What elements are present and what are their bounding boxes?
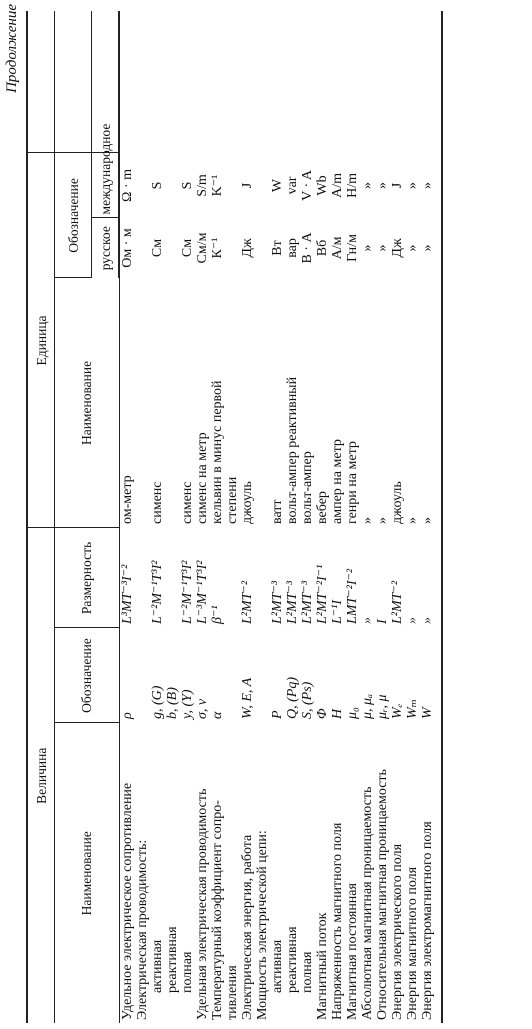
cell-dimension: »: [360, 617, 375, 624]
cell-dimension: β⁻¹: [210, 605, 225, 624]
cell-international: J: [390, 182, 405, 189]
cell-pad: [300, 11, 315, 153]
header-unit: Единица: [27, 153, 55, 528]
cell-symbol: g, (G): [150, 685, 165, 719]
rule-cell: [435, 528, 442, 628]
cell-dimension: L²MT⁻³: [285, 580, 300, 624]
cell-unit-name: степени: [225, 476, 240, 524]
cell-symbol: b, (B): [165, 687, 180, 719]
cell-name: Абсолютная магнитная проницаемость: [360, 786, 375, 1020]
cell-symbol: μᵣ, μ: [375, 694, 390, 719]
table-row: [225, 11, 240, 1023]
cell-symbol: σ, ν: [195, 698, 210, 719]
cell-russian: »: [405, 244, 420, 252]
cell-name: Энергия магнитного поля: [405, 866, 420, 1020]
cell-russian: [225, 218, 240, 278]
cell-dimension: L³MT⁻³I⁻²: [119, 564, 135, 624]
table-row: [375, 11, 390, 1023]
cell-dimension: L⁻²M⁻¹T³I²: [180, 560, 195, 624]
table-row: [255, 11, 270, 1023]
cell-dimension: [135, 528, 150, 628]
header-blank: [55, 11, 92, 153]
cell-pad: [119, 11, 135, 153]
cell-symbol: W: [420, 707, 435, 719]
cell-unit-name: вольт-ампер реактивный: [285, 376, 300, 524]
cell-international: J: [240, 182, 255, 189]
cell-name: Энергия электрического поля: [390, 843, 405, 1020]
cell-russian: [255, 218, 270, 278]
table-row: [405, 11, 420, 1023]
cell-symbol: P: [270, 710, 285, 719]
cell-name: Мощность электрической цепи:: [255, 830, 270, 1020]
cell-pad: [180, 11, 195, 153]
header-quantity: Величина: [27, 528, 55, 1023]
rule-cell: [435, 278, 442, 528]
cell-name: Температурный коэффициент сопро-: [210, 800, 225, 1020]
header-empty: [27, 11, 55, 153]
cell-name: Удельное электрическое сопротивление: [119, 782, 135, 1020]
cell-symbol: Wₑ: [390, 703, 405, 719]
cell-pad: [150, 11, 165, 153]
cell-international: »: [420, 181, 435, 189]
header-russian: русское: [92, 218, 120, 278]
cell-dimension: L²MT⁻²: [390, 580, 405, 624]
table-row: [135, 11, 150, 1023]
cell-international: [135, 153, 150, 218]
cell-russian: [165, 218, 180, 278]
cell-pad: [315, 11, 330, 153]
cell-russian: А/м: [330, 236, 345, 260]
cell-russian: »: [375, 244, 390, 252]
cell-unit-name: сименс: [180, 481, 195, 524]
cell-international: H/m: [345, 173, 360, 198]
cell-dimension: [225, 528, 240, 628]
cell-symbol: y, (Y): [180, 689, 195, 719]
cell-symbol: α: [210, 711, 225, 719]
cell-international: var: [285, 176, 300, 195]
cell-pad: [345, 11, 360, 153]
cell-symbol: [255, 628, 270, 723]
cell-pad: [135, 11, 150, 153]
cell-pad: [255, 11, 270, 153]
cell-russian: Вб: [315, 239, 330, 257]
cell-pad: [285, 11, 300, 153]
cell-unit-name: джоуль: [390, 481, 405, 524]
cell-international: [165, 153, 180, 218]
bottom-rule: [435, 11, 442, 1023]
cell-dimension: L²MT⁻³: [270, 580, 285, 624]
cell-pad: [195, 11, 210, 153]
table-row: [150, 11, 165, 1023]
cell-symbol: Φ: [315, 708, 330, 719]
table-row: [285, 11, 300, 1023]
table-row: [390, 11, 405, 1023]
cell-russian: вар: [285, 238, 300, 258]
cell-international: »: [375, 181, 390, 189]
rule-cell: [435, 218, 442, 278]
cell-international: »: [360, 181, 375, 189]
units-table: [26, 11, 443, 1023]
table-row: [240, 11, 255, 1023]
cell-name: полная: [300, 951, 315, 993]
cell-dimension: L⁻³M⁻¹T³I²: [195, 560, 210, 624]
cell-symbol: S, (Ps): [300, 681, 315, 719]
table-row: [300, 11, 315, 1023]
cell-international: S: [150, 181, 165, 190]
header-name: Наименование: [55, 723, 120, 1023]
cell-dimension: »: [420, 617, 435, 624]
cell-international: [255, 153, 270, 218]
cell-russian: Дж: [390, 238, 405, 258]
cell-russian: В · А: [300, 232, 315, 264]
cell-pad: [405, 11, 420, 153]
cell-symbol: μ, μₐ: [360, 693, 375, 719]
cell-pad: [390, 11, 405, 153]
cell-international: W: [270, 178, 285, 193]
cell-dimension: L⁻¹I: [330, 599, 345, 624]
cell-pad: [240, 11, 255, 153]
cell-russian: К⁻¹: [210, 237, 225, 259]
table-row: [315, 11, 330, 1023]
cell-name: Напряженность магнитного поля: [330, 822, 345, 1020]
cell-unit-name: [165, 278, 180, 528]
cell-symbol: ρ: [119, 712, 135, 719]
cell-symbol: [135, 628, 150, 723]
cell-unit-name: кельвин в минус первой: [210, 380, 225, 524]
cell-name: тивления: [225, 965, 240, 1020]
table-row: [165, 11, 180, 1023]
header-symbol: Обозначение: [55, 628, 120, 723]
cell-russian: Гн/м: [345, 234, 360, 262]
cell-dimension: L²MT⁻²I⁻¹: [315, 564, 330, 624]
cell-international: K⁻¹: [210, 174, 225, 197]
cell-international: A/m: [330, 173, 345, 198]
cell-pad: [210, 11, 225, 153]
table-row: [195, 11, 210, 1023]
table-row: [345, 11, 360, 1023]
continuation-label: Продолжение: [4, 4, 20, 93]
cell-russian: [135, 218, 150, 278]
cell-unit-name: ампер на метр: [330, 439, 345, 524]
cell-dimension: [255, 528, 270, 628]
header-dimension: Размерность: [55, 528, 120, 628]
cell-name: Энергия электромагнитного поля: [420, 821, 435, 1020]
cell-symbol: Q, (Pq): [285, 677, 300, 719]
cell-name: Относительная магнитная проницаемость: [375, 769, 390, 1020]
cell-unit-name: [255, 278, 270, 528]
cell-russian: См/м: [195, 232, 210, 264]
cell-international: [225, 153, 240, 218]
table-row: [420, 11, 435, 1023]
cell-international: S: [180, 181, 195, 190]
rule-cell: [435, 723, 442, 1023]
cell-unit-name: »: [420, 516, 435, 524]
cell-name: реактивная: [165, 926, 180, 993]
cell-name: Электрическая энергия, работа: [240, 834, 255, 1020]
table-row: [270, 11, 285, 1023]
cell-unit-name: сименс: [150, 481, 165, 524]
cell-dimension: L⁻²M⁻¹T³I²: [150, 560, 165, 624]
cell-unit-name: вебер: [315, 491, 330, 524]
cell-international: V · A: [300, 170, 315, 201]
cell-dimension: L²MT⁻²: [240, 580, 255, 624]
cell-russian: Дж: [240, 238, 255, 258]
cell-dimension: LMT⁻²I⁻²: [345, 568, 360, 624]
cell-dimension: »: [405, 617, 420, 624]
cell-name: Удельная электрическая проводимость: [195, 788, 210, 1020]
cell-dimension: [165, 528, 180, 628]
cell-russian: »: [360, 244, 375, 252]
cell-pad: [270, 11, 285, 153]
cell-international: »: [405, 181, 420, 189]
cell-pad: [375, 11, 390, 153]
table-row: [210, 11, 225, 1023]
header-unit-name: Наименование: [55, 278, 120, 528]
cell-russian: См: [180, 238, 195, 258]
cell-unit-name: генри на метр: [345, 441, 360, 524]
header-designation: Обозначение: [55, 153, 92, 278]
cell-pad: [420, 11, 435, 153]
table-row: [330, 11, 345, 1023]
cell-russian: См: [150, 238, 165, 258]
rule-cell: [435, 153, 442, 218]
cell-name: полная: [180, 951, 195, 993]
cell-pad: [360, 11, 375, 153]
cell-symbol: W, E, A: [240, 677, 255, 719]
cell-international: Ω · m: [120, 168, 135, 202]
cell-unit-name: ватт: [270, 499, 285, 524]
table-row: [180, 11, 195, 1023]
cell-russian: »: [420, 244, 435, 252]
table-body: [119, 11, 442, 1023]
cell-name: Магнитный поток: [315, 912, 330, 1020]
cell-unit-name: сименс на метр: [195, 432, 210, 524]
cell-name: Электрическая проводимость:: [135, 839, 150, 1020]
cell-unit-name: »: [360, 516, 375, 524]
header-international: международное: [92, 153, 120, 218]
cell-international: Wb: [315, 175, 330, 196]
cell-pad: [330, 11, 345, 153]
cell-dimension: L²MT⁻³: [300, 580, 315, 624]
rule-cell: [435, 628, 442, 723]
cell-symbol: Wₘ: [405, 698, 420, 719]
cell-unit-name: [135, 278, 150, 528]
cell-name: Магнитная постоянная: [345, 883, 360, 1020]
cell-unit-name: »: [375, 516, 390, 524]
cell-international: S/m: [195, 174, 210, 197]
cell-unit-name: вольт-ампер: [300, 451, 315, 524]
cell-pad: [165, 11, 180, 153]
table-row: [360, 11, 375, 1023]
cell-symbol: [225, 628, 240, 723]
cell-unit-name: »: [405, 516, 420, 524]
cell-name: активная: [270, 939, 285, 993]
cell-name: реактивная: [285, 926, 300, 993]
table-row: [119, 11, 135, 1023]
cell-russian: Ом · м: [120, 228, 135, 268]
cell-dimension: I: [375, 619, 390, 624]
cell-symbol: μ₀: [345, 707, 360, 719]
cell-symbol: H: [330, 708, 345, 719]
rule-cell: [435, 11, 442, 153]
cell-pad: [225, 11, 240, 153]
cell-unit-name: ом-метр: [119, 475, 135, 524]
cell-unit-name: джоуль: [240, 481, 255, 524]
cell-russian: Вт: [270, 240, 285, 256]
cell-name: активная: [150, 939, 165, 993]
